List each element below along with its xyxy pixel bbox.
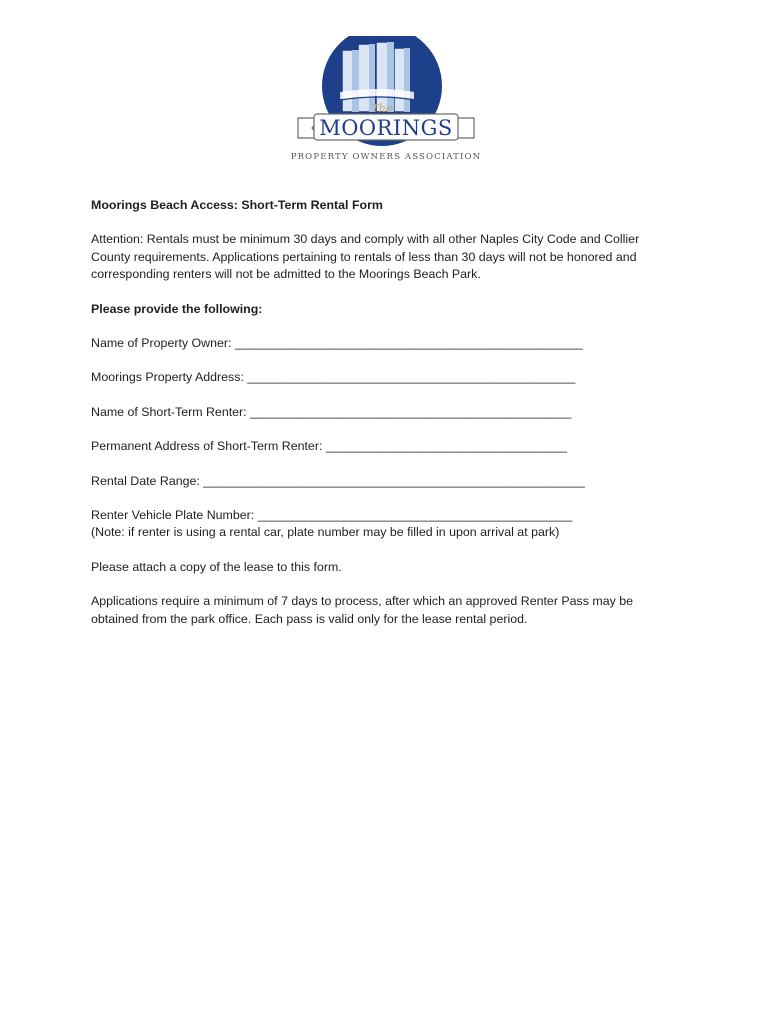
field-label: Name of Property Owner: [91,336,232,351]
form-title: Moorings Beach Access: Short-Term Rental Form [91,198,383,212]
field-rental-date-range [91,473,671,490]
field-renter-permanent-address [91,438,671,455]
logo-script-text: The [371,102,393,115]
field-renter-name [91,404,671,421]
logo-subtitle-text: PROPERTY OWNERS ASSOCIATION [290,152,482,162]
attach-note: Please attach a copy of the lease to this form. [91,559,342,574]
field-label: Rental Date Range: [91,473,200,488]
field-label: Name of Short-Term Renter: [91,404,247,419]
moorings-logo [290,36,482,164]
plate-note: (Note: if renter is using a rental car, plate number may be filled in upon arrival at park) [91,525,560,540]
processing-note: Applications require a minimum of 7 days to process, after which an approved Renter Pass may be obtained from the park office. Each pass is valid only for the lease rental period. [91,594,634,626]
logo-name-text: MOORINGS [319,116,453,140]
field-label: Renter Vehicle Plate Number: [91,508,255,523]
form-body [91,197,671,645]
field-label: Moorings Property Address: [91,370,244,385]
field-blank-line[interactable]: _________________________________________________________ [203,473,585,488]
field-property-address [91,369,671,386]
field-blank-line[interactable]: ____________________________________________________ [234,336,583,351]
field-blank-line[interactable]: _______________________________________________ [257,508,573,523]
field-blank-line[interactable]: ________________________________________________ [250,404,572,419]
field-label: Permanent Address of Short-Term Renter: [91,439,323,454]
attention-paragraph: Attention: Rentals must be minimum 30 days and comply with all other Naples City Code and Collier County requirements. Applications pertaining to rentals of less than 30 days will not be honored and corresponding renters will not be admitted to the Moorings Beach Park. [91,232,640,282]
provide-heading: Please provide the following: [91,301,263,316]
field-vehicle-plate [91,507,671,524]
field-blank-line[interactable]: ____________________________________ [325,439,567,454]
field-blank-line[interactable]: _________________________________________________ [247,370,576,385]
field-property-owner [91,335,671,352]
